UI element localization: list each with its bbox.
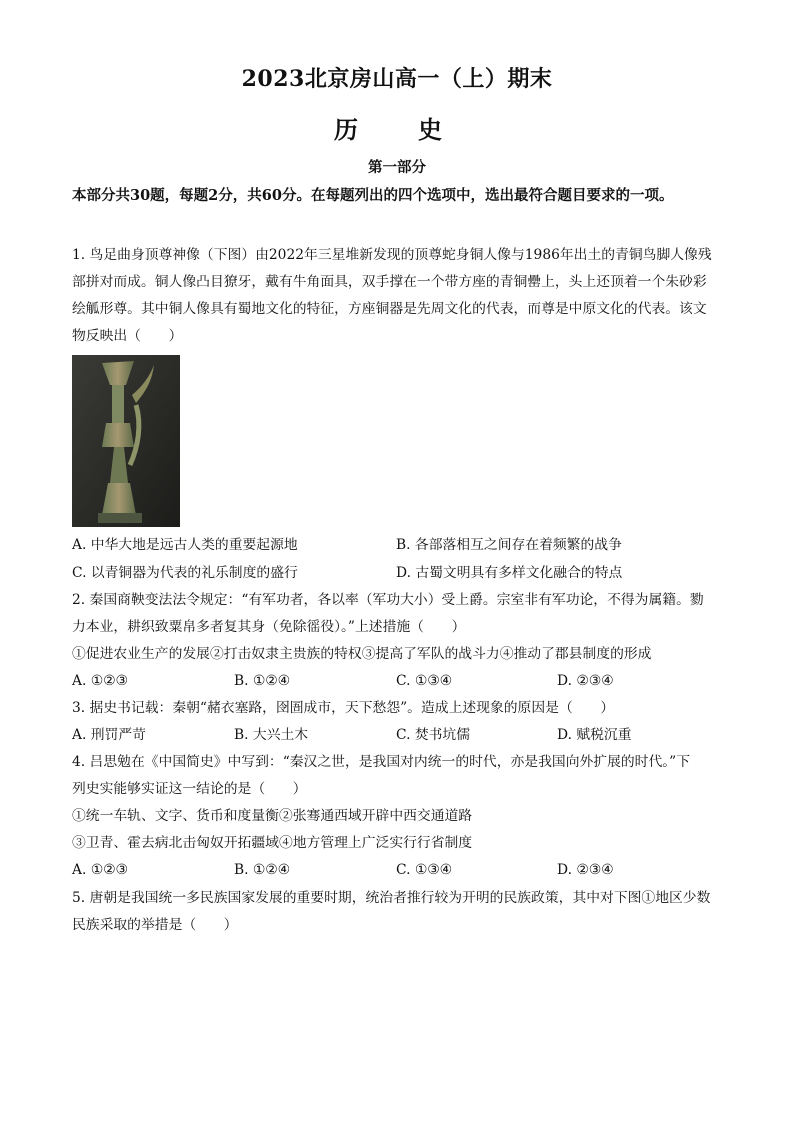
question-2-line-2: 力本业，耕织致粟帛多者复其身（免除徭役）。”上述措施（ ）	[72, 619, 466, 635]
question-3-option-b[interactable]: B. 大兴土木	[234, 727, 309, 743]
question-4-option-b[interactable]: B. ①②④	[234, 862, 291, 878]
instructions: 本部分共30题，每题2分，共60分。在每题列出的四个选项中，选出最符合题目要求的一项。	[72, 187, 674, 204]
question-4-option-d[interactable]: D. ②③④	[557, 862, 614, 878]
question-3-option-d[interactable]: D. 赋税沉重	[557, 727, 632, 743]
question-1-line-2: 部拼对而成。铜人像凸目獠牙，戴有牛角面具，双手撑在一个带方座的青铜罍上，头上还顶着一个朱砂彩	[72, 274, 707, 290]
question-1-option-c[interactable]: C. 以青铜器为代表的礼乐制度的盛行	[72, 565, 298, 581]
question-2-option-d[interactable]: D. ②③④	[557, 673, 614, 689]
subject-heading: 历 史	[334, 115, 460, 144]
question-1-option-a[interactable]: A. 中华大地是远古人类的重要起源地	[72, 537, 298, 553]
question-2-option-c[interactable]: C. ①③④	[396, 673, 452, 689]
question-4-line-3: ①统一车轨、文字、货币和度量衡②张骞通西域开辟中西交通道路	[72, 808, 473, 824]
question-4-line-4: ③卫青、霍去病北击匈奴开拓疆域④地方管理上广泛实行行省制度	[72, 835, 473, 851]
question-4-line-1: 4. 吕思勉在《中国简史》中写到：“秦汉之世，是我国对内统一的时代，亦是我国向外扩展的时代。”下	[72, 754, 691, 770]
bronze-figure-photo	[72, 355, 180, 527]
question-4-option-c[interactable]: C. ①③④	[396, 862, 452, 878]
question-2-option-a[interactable]: A. ①②③	[72, 673, 128, 689]
question-5-line-1: 5. 唐朝是我国统一多民族国家发展的重要时期，统治者推行较为开明的民族政策，其中对下图①地区少数	[72, 890, 711, 906]
question-2-line-1: 2. 秦国商鞅变法法令规定：“有军功者，各以率（军功大小）受上爵。宗室非有军功论，不得为属籍。勠	[72, 592, 704, 608]
question-1-line-1: 1. 鸟足曲身顶尊神像（下图）由2022年三星堆新发现的顶尊蛇身铜人像与1986年出土的青铜鸟脚人像残	[72, 247, 712, 263]
question-3-option-c[interactable]: C. 焚书坑儒	[396, 727, 471, 743]
question-4-option-a[interactable]: A. ①②③	[72, 862, 128, 878]
question-1-option-b[interactable]: B. 各部落相互之间存在着频繁的战争	[396, 537, 622, 553]
question-4-line-2: 列史实能够实证这一结论的是（ ）	[72, 781, 307, 797]
question-5-line-2: 民族采取的举措是（ ）	[72, 917, 238, 933]
question-1-line-4: 物反映出（ ）	[72, 328, 183, 344]
question-1-line-3: 绘觚形尊。其中铜人像具有蜀地文化的特征，方座铜器是先周文化的代表，而尊是中原文化的代表。该文	[72, 301, 707, 317]
question-1-option-d[interactable]: D. 古蜀文明具有多样文化融合的特点	[396, 565, 623, 581]
question-3-option-a[interactable]: A. 刑罚严苛	[72, 727, 146, 743]
question-2-line-3: ①促进农业生产的发展②打击奴隶主贵族的特权③提高了军队的战斗力④推动了郡县制度的形成	[72, 646, 652, 662]
question-3-line-1: 3. 据史书记载：秦朝“赭衣塞路，囹圄成市，天下愁怨”。造成上述现象的原因是（ ）	[72, 700, 615, 716]
part-heading: 第一部分	[368, 159, 426, 176]
exam-title: 2023北京房山高一（上）期末	[241, 66, 553, 92]
question-2-option-b[interactable]: B. ①②④	[234, 673, 291, 689]
